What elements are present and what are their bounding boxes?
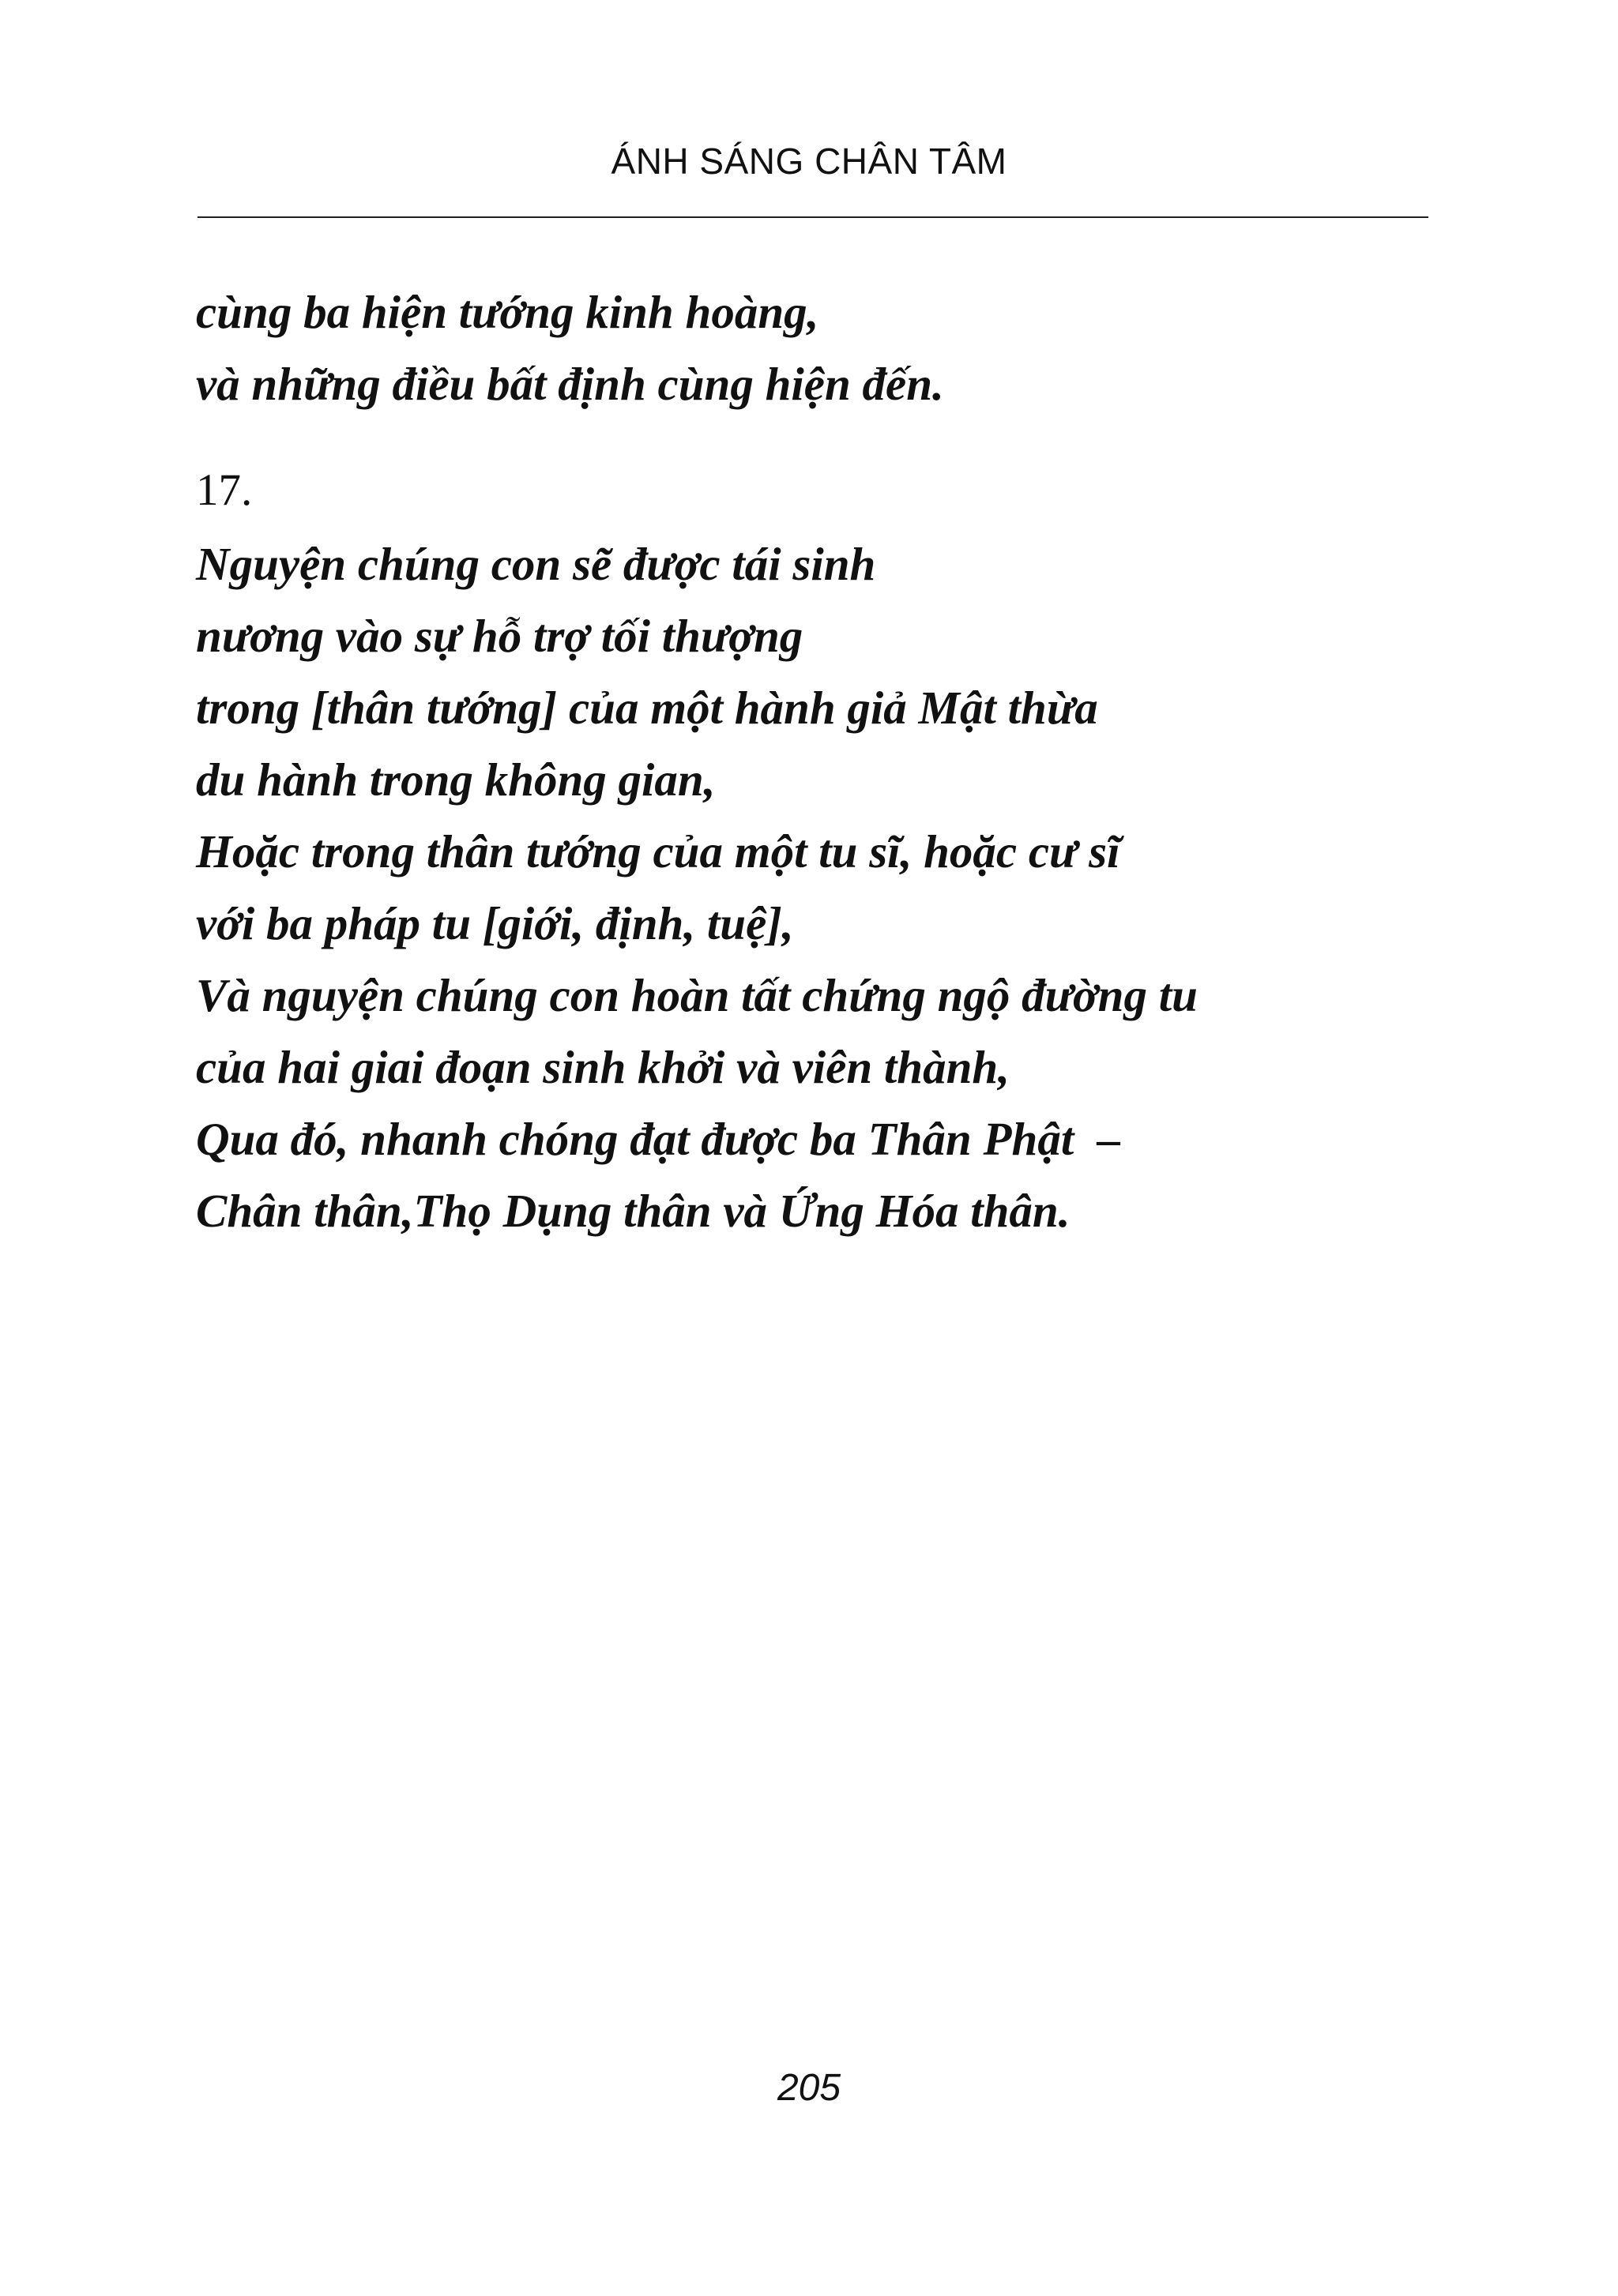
verse-line: Qua đó, nhanh chóng đạt được ba Thân Phật – (196, 1113, 1121, 1165)
verse-line: Chân thân,Thọ Dụng thân và Ứng Hóa thân. (196, 1185, 1071, 1237)
continued-verse (196, 276, 1460, 420)
running-header: ÁNH SÁNG CHÂN TÂM (611, 141, 1007, 182)
verse-line: trong [thân tướng] của một hành giả Mật thừa (196, 682, 1098, 734)
verse-17 (196, 463, 1460, 1247)
verse-line: Nguyện chúng con sẽ được tái sinh (196, 538, 876, 590)
verse-line: và những điều bất định cùng hiện đến. (196, 358, 944, 410)
verse-line: Hoặc trong thân tướng của một tu sĩ, hoặc cư sĩ (196, 825, 1120, 877)
verse-line: của hai giai đoạn sinh khởi và viên thành, (196, 1041, 1010, 1093)
page-number: 205 (777, 2067, 841, 2109)
verse-line: Và nguyện chúng con hoàn tất chứng ngộ đường tu (196, 969, 1198, 1021)
header-rule (198, 216, 1428, 218)
verse-line: với ba pháp tu [giới, định, tuệ], (196, 897, 794, 949)
verse-number: 17. (196, 465, 253, 515)
verse-line: du hành trong không gian, (196, 753, 716, 806)
verse-line: cùng ba hiện tướng kinh hoàng, (196, 286, 819, 338)
verse-line: nương vào sự hỗ trợ tối thượng (196, 610, 803, 662)
